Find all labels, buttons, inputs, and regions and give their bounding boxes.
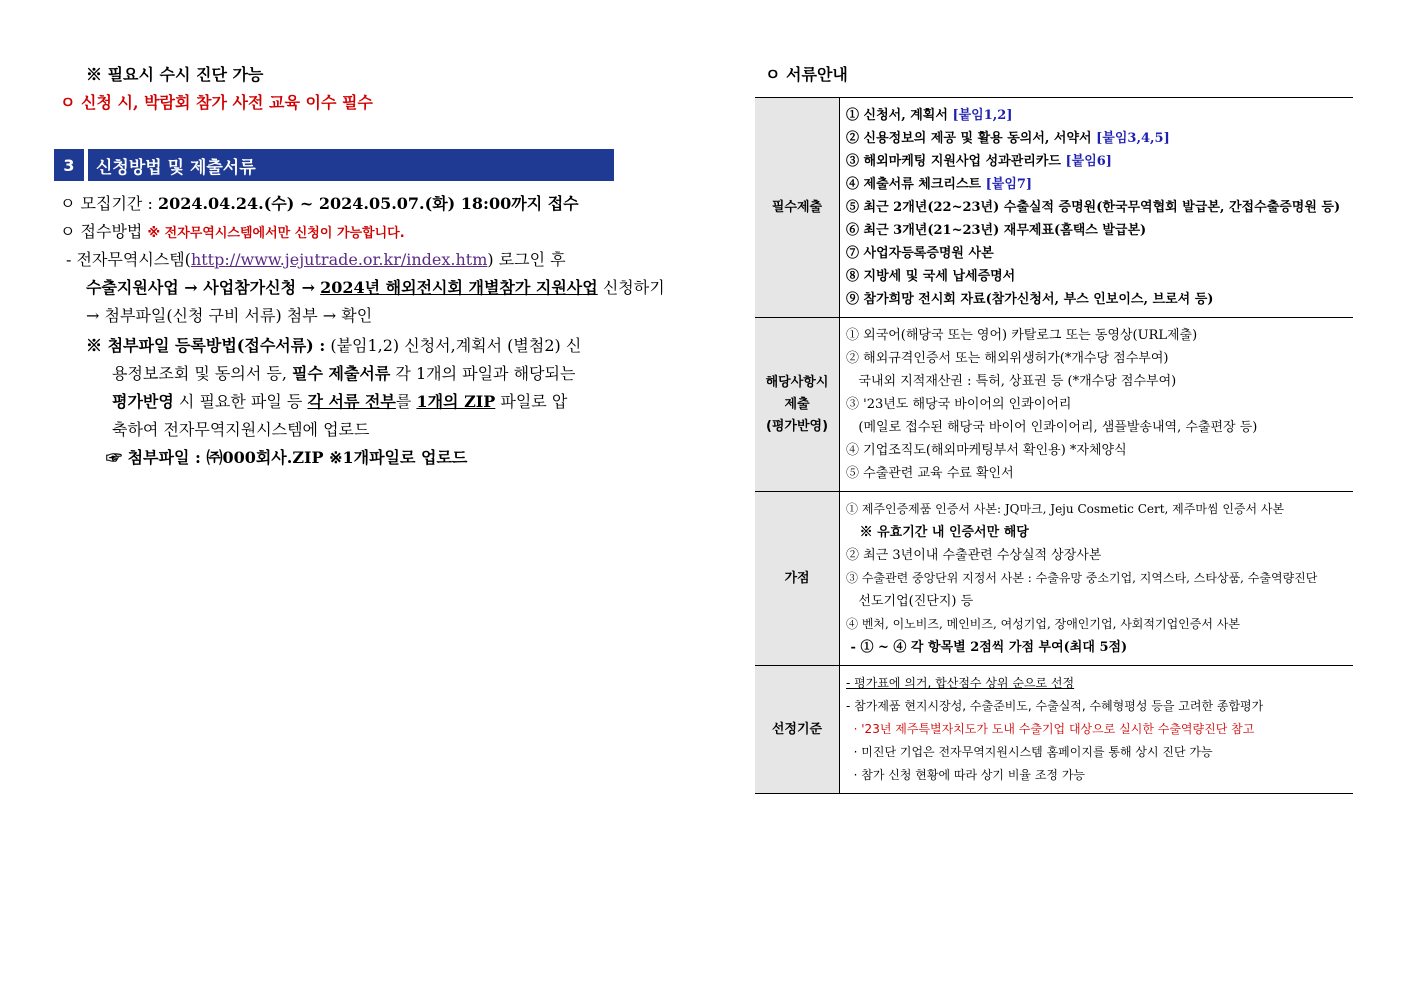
attach-eval: 평가반영 [112, 392, 174, 411]
list-item: ④ 벤처, 이노비즈, 메인비즈, 여성기업, 장애인기업, 사회적기업인증서 사본 [846, 617, 1240, 631]
list-item: ④ 기업조직도(해외마케팅부서 확인용) *자체양식 [846, 443, 1127, 458]
row-content [840, 98, 1354, 318]
attach-title: ※ 첨부파일 등록방법(접수서류) : [86, 336, 326, 355]
attach-example: ☞ 첨부파일 : ㈜000회사.ZIP ※1개파일로 업로드 [106, 448, 468, 467]
list-item: ⑨ 참가희망 전시회 자료(참가신청서, 부스 인보이스, 브로셔 등) [846, 292, 1214, 307]
list-item: (메일로 접수된 해당국 바이어 인콰이어리, 샘플발송내역, 수출편장 등) [846, 420, 1258, 435]
list-item: ⑤ 최근 2개년(22~23년) 수출실적 증명원(한국무역협회 발급본, 간접수출증명원 등) [846, 200, 1341, 215]
list-item: - 평가표에 의거, 합산점수 상위 순으로 선정 [846, 676, 1075, 690]
list-item: ⑧ 지방세 및 국세 납세증명서 [846, 269, 1016, 284]
attach-text-b: 시 필요한 파일 등 [178, 392, 303, 411]
note-education: ㅇ 신청 시, 박람회 참가 사전 교육 이수 필수 [60, 93, 373, 112]
list-item: ⑤ 수출관련 교육 수료 확인서 [846, 466, 1014, 481]
list-item: ① 신청서, 계획서 [붙임1,2] [846, 108, 1013, 123]
table-row-bonus [755, 492, 1353, 666]
list-item: ④ 제출서류 체크리스트 [붙임7] [846, 177, 1033, 192]
step-menu [86, 277, 665, 299]
method-label: ㅇ 접수방법 [60, 222, 143, 241]
row-content [840, 492, 1354, 666]
section-title: 신청방법 및 제출서류 [88, 149, 614, 181]
method-value: ※ 전자무역시스템에서만 신청이 가능합니다. [147, 226, 405, 241]
attach-all-docs: 각 서류 전부 [307, 392, 396, 411]
list-item: ③ '23년도 해당국 바이어의 인콰이어리 [846, 397, 1072, 412]
step-suffix: ) 로그인 후 [487, 250, 566, 269]
list-item: ② 신용정보의 제공 및 활용 동의서, 서약서 [붙임3,4,5] [846, 131, 1170, 146]
list-item: · '23년 제주특별자치도가 도내 수출기업 대상으로 실시한 수출역량진단 참고 [846, 722, 1255, 736]
step-login [66, 249, 566, 271]
list-item: ※ 유효기간 내 인증서만 해당 [846, 525, 1029, 540]
list-item: ① 외국어(해당국 또는 영어) 카탈로그 또는 동영상(URL제출) [846, 328, 1198, 343]
attach-docs: (붙임1,2) 신청서,계획서 (별첨2) 신 [330, 336, 582, 355]
receipt-method [60, 221, 405, 245]
attach-text-f: 파일로 압 [500, 392, 568, 411]
row-content [840, 666, 1354, 794]
attach-required: 필수 제출서류 [292, 364, 391, 383]
list-item: ⑥ 최근 3개년(21~23년) 재무제표(홈택스 발급본) [846, 223, 1147, 238]
list-item: ③ 해외마케팅 지원사업 성과관리카드 [붙임6] [846, 154, 1112, 169]
list-item: · 참가 신청 현황에 따라 상기 비율 조정 가능 [846, 768, 1086, 782]
row-content [840, 318, 1354, 492]
list-item: ③ 수출관련 중앙단위 지정서 사본 : 수출유망 중소기업, 지역스타, 스타상품, 수출역량진단 [846, 571, 1318, 585]
list-item: 국내외 지적재산권 : 특허, 상표권 등 (*개수당 점수부여) [846, 374, 1177, 389]
step-prefix: - 전자무역시스템( [66, 250, 191, 269]
period-label: ㅇ 모집기간 : [60, 194, 153, 213]
step-program: 2024년 해외전시회 개별참가 지원사업 [320, 278, 598, 297]
table-row-optional [755, 318, 1353, 492]
attach-text-a: 용정보조회 및 동의서 등, [112, 364, 287, 383]
step-attach: → 첨부파일(신청 구비 서류) 첨부 → 확인 [86, 306, 373, 325]
list-item: ① 제주인증제품 인증서 사본: JQ마크, Jeju Cosmetic Cert, 제주마씸 인증서 사본 [846, 502, 1285, 516]
step-menu-path: 수출지원사업 → 사업참가신청 → [86, 278, 315, 297]
note-diagnosis: ※ 필요시 수시 진단 가능 [86, 65, 264, 84]
row-label: 해당사항시 제출 (평가반영) [755, 318, 840, 492]
attach-method-1 [86, 335, 581, 357]
period-value: 2024.04.24.(수) ~ 2024.05.07.(화) 18:00까지 접수 [157, 194, 579, 213]
list-item: ② 최근 3년이내 수출관련 수상실적 상장사본 [846, 548, 1102, 563]
attach-zip: 1개의 ZIP [416, 392, 496, 411]
list-item: · 미진단 기업은 전자무역지원시스템 홈페이지를 통해 상시 진단 가능 [846, 745, 1213, 759]
row-label: 가점 [755, 492, 840, 666]
table-row-criteria [755, 666, 1353, 794]
row-label: 선정기준 [755, 666, 840, 794]
attach-method-4: 축하여 전자무역지원시스템에 업로드 [112, 420, 370, 439]
table-row-required [755, 98, 1353, 318]
list-item: 선도기업(진단지) 등 [846, 594, 974, 609]
list-item: - 참가제품 현지시장성, 수출준비도, 수출실적, 수혜형평성 등을 고려한 종합평가 [846, 699, 1264, 713]
attach-text-c: 각 1개의 파일과 해당되는 [395, 364, 576, 383]
list-item: ② 해외규격인증서 또는 해외위생허가(*개수당 점수부여) [846, 351, 1169, 366]
documents-heading: ㅇ 서류안내 [765, 65, 848, 84]
jejutrade-link[interactable]: http://www.jejutrade.or.kr/index.htm [190, 250, 488, 269]
list-item: ⑦ 사업자등록증명원 사본 [846, 246, 994, 261]
section-header [54, 149, 614, 181]
attach-text-d: 를 [395, 392, 412, 411]
recruit-period [60, 193, 579, 215]
row-label: 필수제출 [755, 98, 840, 318]
attach-method-2 [112, 363, 575, 385]
documents-table [755, 97, 1353, 794]
step-apply: 신청하기 [602, 278, 665, 297]
attach-method-3 [112, 391, 567, 413]
section-number: 3 [54, 149, 84, 181]
list-item: - ① ~ ④ 각 항목별 2점씩 가점 부여(최대 5점) [846, 640, 1128, 655]
